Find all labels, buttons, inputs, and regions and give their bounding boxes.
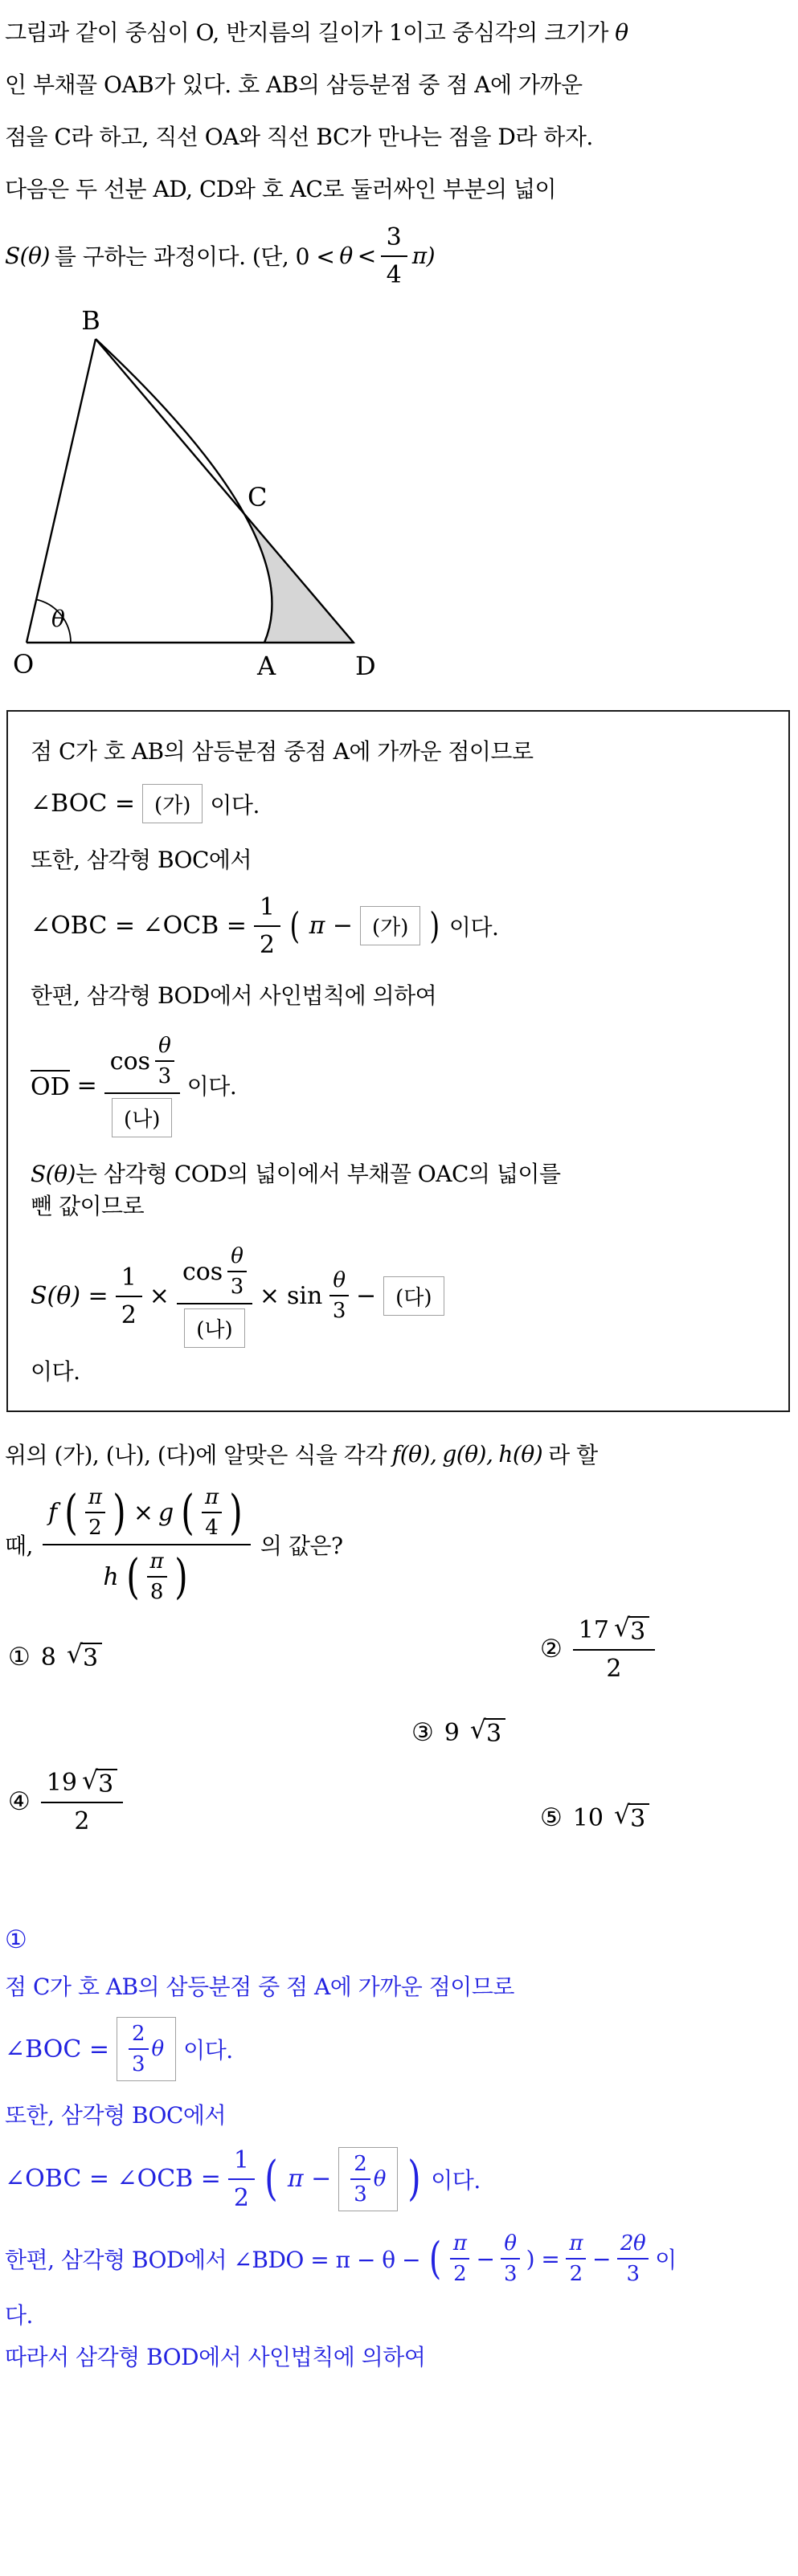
numerator: 1 [228,2145,255,2180]
numerator: 2 [129,2022,149,2050]
times-sign: × [149,1281,170,1310]
question-line-1 [5,1438,793,1470]
less-than: < [357,242,376,269]
angle-obc-ocb: ∠OBC = ∠OCB = [31,912,247,940]
fraction-cos-over-na [104,1033,180,1137]
open-paren: ( [264,2151,278,2207]
denominator: 4 [386,260,402,289]
sqrt-3 [614,1803,649,1832]
ida-text: 이다. [448,913,499,941]
coefficient: 8 [40,1643,56,1672]
s-theta-equals: S(θ) = [31,1281,108,1310]
solution-formula-boc [5,2017,793,2081]
denominator: 3 [131,2052,145,2076]
fraction-theta-thirds [155,1034,174,1088]
correct-answer-marker: ① [5,1925,27,1954]
radical-sign: √ [613,1801,631,1831]
fraction-one-half [228,2145,255,2212]
blank-na-label: (나) [196,1318,233,1342]
numerator [177,1243,252,1304]
denominator: 8 [149,1580,164,1604]
open-paren: ( [181,1484,194,1540]
numerator: π [202,1485,222,1513]
fraction-three-fourths [381,222,407,289]
answer-ga-box [338,2147,398,2211]
numerator: 2θ [617,2231,649,2260]
numerator [43,1484,251,1545]
fraction-one-half [116,1263,142,1329]
numerator: 3 [381,222,407,257]
box-formula-s-theta [31,1243,766,1348]
fraction-one-half [254,892,280,959]
solution-text: 한편, 삼각형 BOD에서 ∠BDO = π − θ − [5,2247,421,2273]
problem-text: 그림과 같이 중심이 O, 반지름의 길이가 1이고 중심각의 크기가 [5,19,608,46]
fraction-theta-thirds [227,1244,247,1299]
times-sign: × [133,1498,153,1527]
denominator [103,1545,190,1604]
radicand: 3 [628,1616,649,1645]
label-O: O [13,649,35,680]
theta-symbol: θ [373,2166,387,2191]
label-C: C [248,482,268,512]
sqrt-3 [470,1718,505,1747]
blank-da-box [383,1276,444,1316]
theta-symbol: θ [151,2037,165,2061]
fraction-two-theta-thirds [617,2231,649,2286]
denominator: 3 [354,2182,367,2207]
h-symbol: h [103,1562,119,1591]
numerator: 2 [350,2152,370,2180]
numerator: θ [227,1244,247,1272]
numerator: 1 [116,1263,142,1297]
denominator: 3 [626,2262,640,2286]
close-paren: ) [429,904,440,947]
sqrt-3 [614,1616,649,1645]
times-sign: × [259,1281,280,1310]
label-B: B [81,305,100,336]
solution-formula-bdo [5,2231,793,2286]
numerator: θ [155,1034,174,1062]
problem-line-2: 인 부채꼴 OAB가 있다. 호 AB의 삼등분점 중 점 A에 가까운 [5,71,583,98]
cos-text: cos [182,1257,223,1286]
solution-text: 이 [655,2247,677,2273]
question-suffix: 의 값은? [260,1532,343,1559]
numerator: θ [501,2231,519,2260]
h-theta: h(θ) [498,1440,543,1468]
choice-5-marker: ⑤ [540,1803,563,1832]
choice-2 [540,1615,655,1683]
problem-statement [5,6,793,296]
solution-line-3: 또한, 삼각형 BOC에서 [5,2102,227,2129]
ida-text: 이다. [210,791,260,819]
fraction-pi-over-8 [147,1549,167,1604]
box-line-7-text: 는 삼각형 COD의 넓이에서 부채꼴 OAC의 넓이를 [75,1161,561,1187]
denominator: 2 [88,1516,102,1540]
angle-boc: ∠BOC = [31,790,135,818]
label-A: A [257,651,276,681]
numerator [104,1033,180,1094]
theta-symbol: θ [339,242,353,269]
fraction-pi-over-2 [85,1485,105,1540]
box-line-10: 이다. [31,1358,80,1385]
solution-line-7: 따라서 삼각형 BOD에서 사인법칙에 의하여 [5,2344,426,2370]
coefficient: 19 [46,1769,77,1798]
box-line-3: 또한, 삼각형 BOC에서 [31,847,252,873]
open-paren: ( [64,1484,78,1540]
fraction-two-thirds [129,2022,149,2076]
problem-line-4: 다음은 두 선분 AD, CD와 호 AC로 둘러싸인 부분의 넓이 [5,176,557,202]
numerator: π [566,2231,586,2260]
sector-diagram-svg [5,305,383,691]
problem-line-5 [5,215,793,296]
blank-da-label: (다) [395,1285,432,1310]
problem-text: 를 구하는 과정이다. (단, 0 < [54,243,335,270]
radicand: 3 [628,1803,649,1832]
sqrt-3 [66,1640,102,1673]
cos-text: cos [109,1047,151,1076]
pi-minus: π − [287,2165,332,2193]
blank-na-box [112,1098,172,1137]
box-formula-od [31,1033,766,1137]
numerator [573,1615,655,1651]
box-formula-obc [31,892,766,959]
worked-solution [5,1925,793,2374]
fraction-cos-over-na [177,1243,252,1348]
label-D: D [355,651,376,681]
choice-1-marker: ① [8,1643,31,1672]
numerator: π [147,1549,167,1578]
fraction-pi-over-2 [566,2231,586,2286]
radicand: 3 [81,1643,102,1672]
numerator: π [85,1485,105,1513]
box-line-7 [31,1158,766,1190]
answer-choices [5,1615,793,1858]
blank-na-label: (나) [124,1108,161,1132]
pi-minus: π − [309,912,353,940]
close-paren: ) [113,1484,126,1540]
g-symbol: g [158,1498,174,1527]
line-BD [96,339,354,643]
numerator [41,1768,123,1803]
coefficient: 10 [572,1803,604,1832]
f-symbol: f [47,1498,58,1527]
fraction-theta-thirds [329,1268,349,1323]
big-fraction [43,1484,251,1604]
choice-4-marker: ④ [8,1786,31,1816]
solution-process-box [6,710,790,1412]
radicand: 3 [96,1769,117,1798]
radical-sign: √ [613,1614,631,1643]
ida-text: 이다. [183,2037,233,2064]
blank-ga-label: (가) [371,916,409,940]
sin-text: sin [287,1281,323,1310]
box-line-5: 한편, 삼각형 BOD에서 사인법칙에 의하여 [31,982,437,1009]
box-line-1: 점 C가 호 AB의 삼등분점 중점 A에 가까운 점이므로 [31,738,534,765]
figure [5,305,793,694]
problem-line-1 [5,6,793,59]
blank-ga-box [360,906,420,945]
denominator: 2 [74,1806,90,1835]
fraction-two-thirds [350,2152,370,2207]
line-OB [27,339,96,643]
minus-sign: − [476,2245,495,2272]
radicand: 3 [485,1718,505,1747]
denominator: 3 [332,1299,346,1323]
ida-text: 이다. [431,2166,481,2194]
box-line-8: 뺀 값이므로 [31,1193,145,1219]
choice-4 [8,1768,123,1835]
close-paren: ) [407,2151,422,2207]
close-paren: ) [229,1484,243,1540]
denominator: 4 [205,1516,219,1540]
blank-na-box [184,1308,244,1348]
denominator: 2 [259,931,275,959]
equals: = [76,1071,97,1100]
fraction-theta-thirds [501,2231,519,2286]
open-paren: ( [289,904,301,947]
label-theta: θ [51,606,65,632]
fraction-pi-over-2 [450,2231,470,2286]
open-paren: ( [428,2232,441,2284]
box-formula-boc [31,784,766,823]
denominator: 2 [121,1300,137,1329]
close-paren-equals: ) = [526,2245,560,2272]
denominator: 2 [569,2262,583,2286]
od-overline: OD [31,1070,70,1101]
solution-line-6: 다. [5,2302,33,2329]
answer-ga-box [117,2017,176,2081]
ida-text: 이다. [186,1073,237,1100]
choice-5 [540,1803,649,1832]
denominator: 2 [606,1654,622,1683]
denominator: 2 [453,2262,467,2286]
choice-1 [8,1640,102,1673]
numerator: 1 [254,892,280,927]
denominator: 3 [230,1275,244,1299]
sqrt-3 [81,1766,117,1798]
coefficient: 9 [444,1718,460,1747]
radical-sign: √ [81,1766,99,1795]
blank-ga-label: (가) [153,794,191,818]
question-text: 위의 (가), (나), (다)에 알맞은 식을 각각 [5,1442,387,1468]
choice-2-marker: ② [540,1634,563,1664]
radical-sign: √ [469,1716,486,1745]
denominator: 3 [158,1064,172,1088]
g-theta: g(θ), [442,1440,493,1468]
theta-symbol: θ [615,19,628,46]
arc-BA [96,339,272,643]
close-paren: ) [174,1549,188,1604]
solution-formula-obc [5,2145,793,2212]
s-theta: S(θ) [31,1161,76,1187]
ttae-text: 때, [5,1532,33,1559]
choice-3-marker: ③ [411,1718,434,1747]
minus-sign: − [355,1281,377,1310]
blank-ga-box [142,784,203,823]
choice-4-fraction [41,1768,123,1835]
solution-line-1: 점 C가 호 AB의 삼등분점 중 점 A에 가까운 점이므로 [5,1974,514,2000]
angle-boc: ∠BOC = [5,2035,109,2064]
denominator: 3 [503,2262,517,2286]
minus-sign: − [591,2245,611,2272]
f-theta: f(θ), [391,1440,437,1468]
radical-sign: √ [66,1640,83,1670]
numerator: π [450,2231,470,2260]
denominator [112,1094,172,1137]
choice-2-fraction [573,1615,655,1683]
s-theta: S(θ) [5,242,50,269]
angle-obc-ocb: ∠OBC = ∠OCB = [5,2165,221,2193]
fraction-pi-over-4 [202,1485,222,1540]
question-text: 라 할 [548,1442,598,1468]
problem-line-3: 점을 C라 하고, 직선 OA와 직선 BC가 만나는 점을 D라 하자. [5,124,593,150]
question-expression [5,1484,793,1604]
open-paren: ( [125,1549,140,1604]
denominator [184,1304,244,1348]
choice-3 [411,1718,505,1747]
coefficient: 17 [578,1616,609,1645]
numerator: θ [329,1268,349,1296]
denominator: 2 [233,2184,249,2212]
pi-close: π) [411,242,436,269]
question [5,1438,793,1604]
